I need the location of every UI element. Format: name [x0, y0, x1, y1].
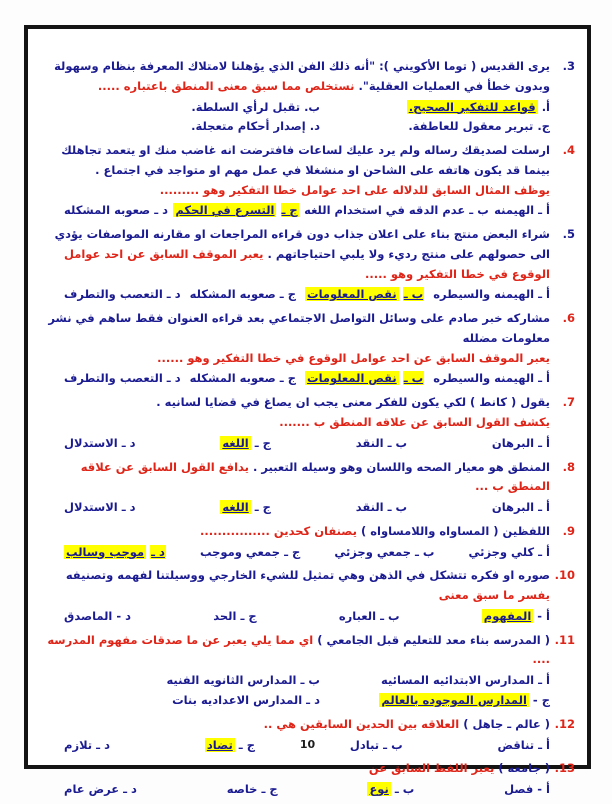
option — [98, 691, 320, 711]
option-letter: أ ـ — [538, 203, 550, 218]
option — [213, 607, 256, 627]
option-text: صعوبه المشكله — [189, 371, 276, 386]
option-correct-answer — [305, 285, 424, 305]
option-text: البرهان — [491, 500, 535, 515]
option — [334, 543, 434, 563]
question-scenario: صوره او فكره تتشكل في الذهن وهي تمثيل للشيء الخارجي ووسيلتنا لفهمه وتصنيفه — [65, 568, 550, 583]
option — [492, 498, 550, 518]
question — [38, 759, 575, 800]
options-row — [38, 285, 550, 305]
option-letter: ج ـ — [284, 544, 301, 559]
option-text: الهيمنه — [494, 203, 535, 218]
option-text: تبرير معقول للعاطفة. — [408, 119, 534, 134]
question-instruction: نستخلص مما سبق معنى المنطق باعتباره ..... — [97, 78, 355, 93]
option-correct-answer — [328, 98, 550, 118]
option — [433, 369, 550, 389]
question-body — [38, 141, 550, 221]
option-letter: د ـ — [151, 544, 165, 559]
option-letter: ج ـ — [254, 435, 271, 450]
option-correct-answer — [220, 498, 271, 518]
option-letter: ج ـ — [261, 782, 278, 797]
option-letter: ب ـ — [300, 673, 320, 688]
question-instruction: يصنفان كحدين ................ — [200, 523, 357, 538]
question-scenario: المنطق هو معيار الصحه واللسان وهو وسيله التعبير . — [253, 459, 550, 474]
option — [494, 201, 550, 221]
correct-answer-highlight: نقص المعلومات — [307, 371, 397, 386]
question — [38, 458, 575, 518]
correct-answer-highlight: المدارس الموجوده بالعالم — [381, 692, 527, 707]
option-letter: ج. — [537, 119, 550, 134]
question-body — [38, 458, 550, 518]
option-text: الحد — [213, 608, 237, 623]
question-instruction: اي مما يلي يعبر عن ما صدقات مفهوم المدرسه .... — [47, 632, 550, 667]
option-text: العباره — [338, 608, 377, 623]
option-letter: أ ـ — [538, 287, 550, 302]
option-text: خاصه — [226, 782, 258, 797]
option-correct-answer — [305, 369, 424, 389]
question — [38, 522, 575, 563]
option-letter: د ـ — [121, 435, 136, 450]
question-number: 9. — [562, 523, 575, 538]
option — [356, 434, 407, 454]
question-body — [38, 759, 550, 800]
correct-answer-highlight: تضاد — [206, 737, 233, 752]
option-text: البرهان — [491, 435, 535, 450]
option-text: تقبل لرأي السلطة. — [191, 99, 301, 114]
question-scenario: ( جامعه ) — [498, 761, 550, 776]
option — [339, 607, 400, 627]
option-correct-answer — [220, 434, 271, 454]
question-number: 5. — [562, 227, 575, 242]
question-number: 8. — [562, 459, 575, 474]
option — [328, 117, 550, 137]
option-letter: أ ـ — [538, 435, 550, 450]
option-text: تناقض — [497, 737, 535, 752]
option-letter: ج ـ — [279, 371, 297, 386]
question — [38, 141, 575, 221]
option-correct-answer — [328, 691, 550, 711]
option-correct-answer — [64, 543, 166, 563]
option-letter: د ـ — [306, 692, 320, 707]
question-number: 13. — [554, 761, 575, 776]
question-number: 11. — [554, 632, 575, 647]
question-scenario: ( المدرسه بناء معد للتعليم قبل الجامعي ) — [317, 632, 550, 647]
option — [64, 434, 136, 454]
option-text: صعوبه المشكله — [189, 287, 276, 302]
option-letter: أ ـ — [538, 737, 550, 752]
option-text: المدارس الثانويه الفنيه — [166, 673, 297, 688]
option-letter: ج ـ — [281, 203, 298, 218]
options-row — [38, 543, 550, 563]
option — [504, 780, 550, 800]
question-number: 3. — [562, 59, 575, 73]
question-scenario: ارسلت لصديقك رساله ولم يرد عليك لساعات فافترضت انه غاضب منك او يتعمد تجاهلك بينما قد يكون هاتفه على الشاحن او منشغلا في عمل مهم او متواجد في اجتماع . — [61, 143, 550, 177]
question-scenario: مشاركه خبر صادم على وسائل التواصل الاجتماعي بعد قراءه العنوان فقط ساهم في نشر معلومات مضلله — [48, 311, 550, 345]
correct-answer-highlight: قواعد للتفكير الصحيح. — [408, 99, 536, 114]
question — [38, 225, 575, 305]
option-text: الاستدلال — [64, 435, 118, 450]
question — [38, 57, 575, 137]
option-text: الماصدق — [64, 608, 113, 623]
option-letter: أ - — [537, 782, 550, 797]
question-body — [38, 393, 550, 453]
options-row — [38, 671, 550, 711]
option-letter: ب. — [304, 99, 320, 114]
option — [227, 780, 278, 800]
question-scenario: يرى القديس ( توما الأكويني ): "أنه ذلك الفن الذي يؤهلنا لامتلاك المعرفة بنظام وسهولة وبدون خطأ في العمليات العقلية". — [54, 59, 550, 93]
option-letter: د ـ — [121, 500, 136, 515]
option — [64, 369, 181, 389]
question-number: 7. — [562, 395, 575, 410]
option-letter: أ ـ — [538, 544, 550, 559]
options-row — [38, 369, 550, 389]
option-letter: ب ـ — [387, 435, 408, 450]
option-letter: أ ـ — [538, 371, 550, 386]
question-instruction: يوظف المثال السابق للدلاله على احد عوامل خطا التفكير وهو ......... — [159, 182, 550, 197]
question-body — [38, 631, 550, 711]
option-text: إصدار أحكام متعجلة. — [191, 119, 306, 134]
option-letter: ب ـ — [403, 371, 424, 386]
option — [190, 369, 296, 389]
option-text: النقد — [355, 435, 384, 450]
question — [38, 309, 575, 389]
question-body — [38, 309, 550, 389]
question-body — [38, 225, 550, 305]
option-letter: د ـ — [166, 287, 181, 302]
option — [190, 285, 296, 305]
question-instruction: يفسر ما سبق معنى — [438, 588, 550, 603]
option — [492, 434, 550, 454]
option-correct-answer — [367, 780, 414, 800]
option — [304, 201, 489, 221]
question — [38, 393, 575, 453]
option — [433, 285, 550, 305]
option — [98, 98, 320, 118]
correct-answer-highlight: موجب وسالب — [66, 544, 145, 559]
option — [356, 498, 407, 518]
question — [38, 566, 575, 626]
option-text: فصل — [504, 782, 534, 797]
question-body — [38, 522, 550, 563]
option-text: الاستدلال — [64, 500, 118, 515]
option-text: الهيمنه والسيطره — [433, 371, 535, 386]
question-body — [38, 57, 550, 137]
option-text: صعوبه المشكله — [64, 203, 151, 218]
option-text: عرض عام — [64, 782, 120, 797]
option-letter: ج - — [532, 692, 550, 707]
option-text: النقد — [355, 500, 384, 515]
option — [98, 671, 320, 691]
option-letter: د - — [116, 608, 132, 623]
option-letter: أ - — [537, 608, 550, 623]
option — [98, 117, 320, 137]
option-letter: ب ـ — [394, 782, 415, 797]
question-scenario: ( عالم ـ جاهل ) — [463, 716, 550, 731]
option-text: الهيمنه والسيطره — [433, 287, 535, 302]
question-instruction: العلاقه بين الحدين السابقين هي .. — [263, 716, 460, 731]
option-letter: ب ـ — [387, 500, 408, 515]
correct-answer-highlight: اللغه — [222, 500, 249, 515]
option-letter: أ ـ — [538, 673, 550, 688]
question-number: 4. — [562, 143, 575, 158]
question-instruction: يعبر اللفظ السابق عن — [368, 761, 495, 776]
option — [200, 543, 300, 563]
options-row — [38, 98, 550, 138]
option-correct-answer — [482, 607, 550, 627]
correct-answer-highlight: اللغه — [222, 435, 249, 450]
option-letter: ج ـ — [254, 500, 271, 515]
option-correct-answer — [173, 201, 298, 221]
option-letter: د ـ — [166, 371, 181, 386]
question-scenario: شراء البعض منتج بناء على اعلان جذاب دون قراءه المراجعات او مقارنه المواصفات يؤدي الى حصولهم على منتج رديء ولا يلبي احتياجاتهم . — [54, 227, 550, 261]
option-letter: ب ـ — [415, 544, 435, 559]
options-row — [38, 201, 550, 221]
option — [64, 285, 181, 305]
option-text: التعصب والتطرف — [64, 371, 163, 386]
option-letter: ج ـ — [238, 737, 256, 752]
option-text: كلي وجزئي — [468, 544, 535, 559]
option-letter: أ. — [541, 99, 550, 114]
question-instruction: يعبر الموقف السابق عن احد عوامل الوقوع في خطا التفكير وهو ...... — [157, 350, 550, 365]
option — [64, 780, 137, 800]
option — [469, 543, 550, 563]
question-number: 12. — [554, 716, 575, 731]
question — [38, 631, 575, 711]
option-text: تبادل — [349, 737, 380, 752]
correct-answer-highlight: المفهوم — [483, 608, 532, 623]
option-text: تلازم — [64, 737, 93, 752]
question-instruction: يعبر الموقف السابق عن احد عوامل الوقوع في خطا التفكير وهو ..... — [63, 246, 550, 281]
option-letter: أ ـ — [538, 500, 550, 515]
option-letter: ب ـ — [383, 737, 403, 752]
options-row — [38, 780, 550, 800]
options-row — [38, 498, 550, 518]
option — [64, 607, 131, 627]
option-letter: ج ـ — [240, 608, 257, 623]
question-instruction: يكشف القول السابق عن علاقه المنطق ب ....... — [279, 415, 550, 430]
option-letter: ب ـ — [403, 287, 424, 302]
option — [64, 201, 168, 221]
options-row — [38, 607, 550, 627]
option-letter: د. — [309, 119, 320, 134]
option-text: المدارس الابتدائيه المسائيه — [380, 673, 535, 688]
option-text: جمعي وجزئي — [334, 544, 411, 559]
questions-list — [38, 57, 575, 804]
question-scenario: اللفظين ( المساواه واللامساواه ) — [360, 523, 550, 538]
correct-answer-highlight: نوع — [369, 782, 389, 797]
option-letter: د ـ — [96, 737, 110, 752]
option-text: جمعي وموجب — [199, 544, 281, 559]
option-letter: ب ـ — [469, 203, 489, 218]
options-row — [38, 434, 550, 454]
correct-answer-highlight: نقص المعلومات — [307, 287, 397, 302]
option — [328, 671, 550, 691]
question-number: 10. — [554, 568, 575, 583]
question-scenario: يقول ( كانط ) لكي يكون للفكر معنى يجب ان يصاغ في قضايا لسانيه . — [156, 395, 550, 410]
option-letter: ج ـ — [279, 287, 297, 302]
option-letter: د ـ — [154, 203, 169, 218]
question-instruction: يدافع القول السابق عن علاقه المنطق ب ... — [80, 459, 550, 494]
question-number: 6. — [562, 311, 575, 326]
option-text: عدم الدقه في استخدام اللغه — [304, 203, 466, 218]
page-border — [24, 25, 591, 797]
option — [64, 498, 136, 518]
option-letter: ب ـ — [380, 608, 400, 623]
option-text: المدارس الاعداديه بنات — [172, 692, 303, 707]
question-body — [38, 566, 550, 626]
option-text: التعصب والتطرف — [64, 287, 163, 302]
option-letter: د ـ — [123, 782, 137, 797]
page-number: 10 — [299, 738, 316, 751]
correct-answer-highlight: التسرع في الحكم — [175, 203, 275, 218]
